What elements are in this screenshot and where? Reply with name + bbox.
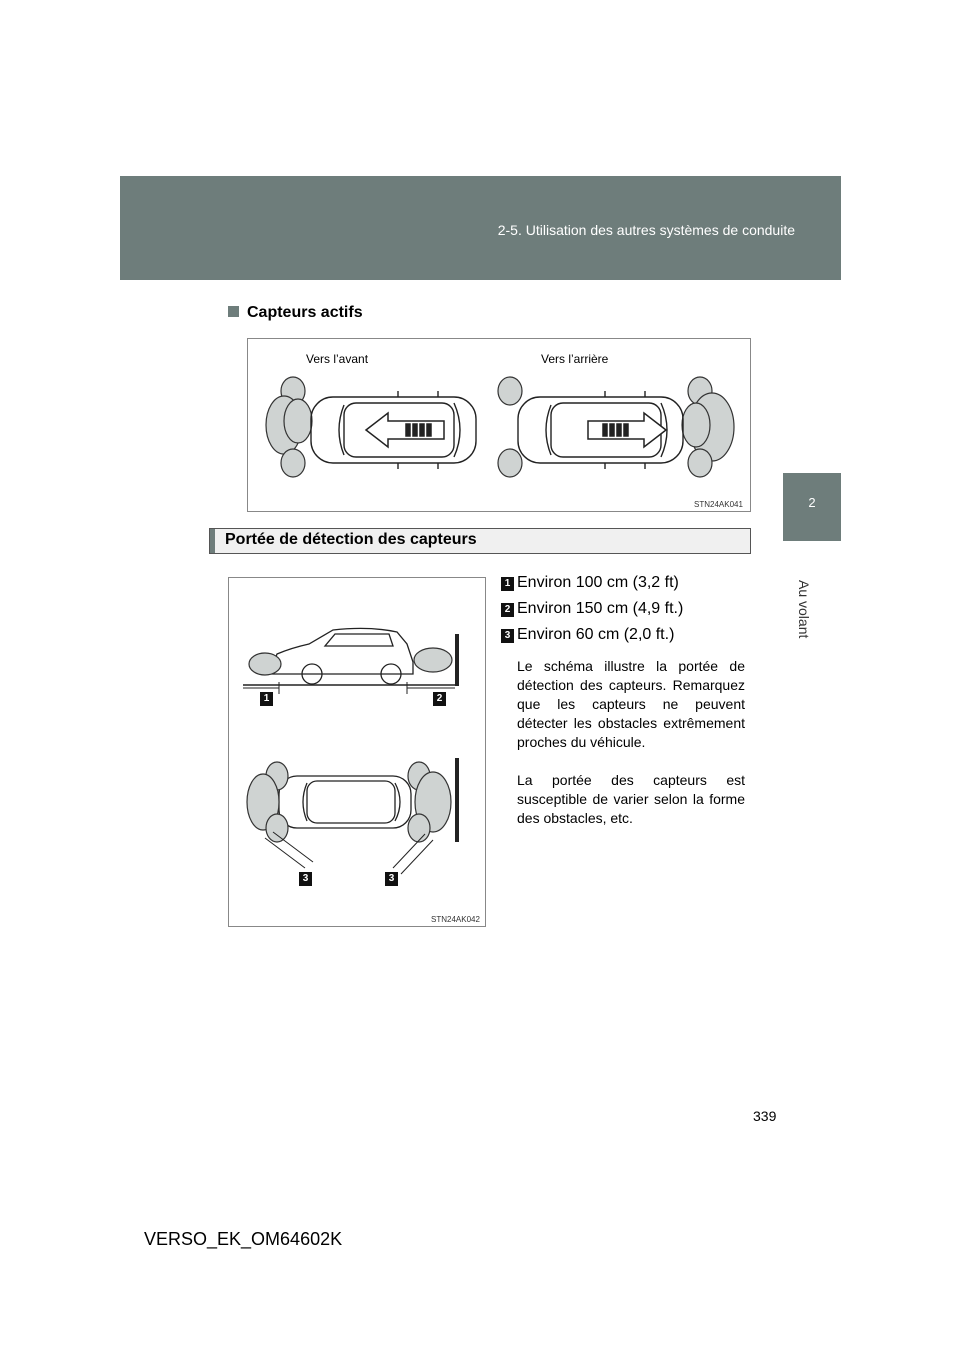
section-heading-text: Capteurs actifs — [247, 304, 363, 321]
marker-1: 1 — [260, 692, 273, 706]
label-rear: Vers l’arrière — [541, 352, 609, 366]
marker-3a: 3 — [299, 872, 312, 886]
subsection-box — [209, 528, 751, 554]
item-marker: 3 — [501, 629, 514, 643]
sensor-zones-side — [249, 648, 452, 675]
item-marker: 2 — [501, 603, 514, 617]
diagonal-range-lines — [265, 832, 433, 874]
car-sideview — [271, 628, 413, 684]
chapter-number: 2 — [808, 495, 816, 510]
obstacle-wall-side — [455, 634, 459, 686]
subsection-title: Portée de détection des capteurs — [225, 531, 477, 548]
item-text: Environ 150 cm (4,9 ft.) — [517, 600, 684, 617]
label-front: Vers l’avant — [306, 352, 369, 366]
document-id: VERSO_EK_OM64602K — [144, 1229, 343, 1249]
header-bar — [120, 176, 841, 280]
paragraph-detection-note: Le schéma illustre la portée de détection des capteurs. Remarquez que les capteurs ne peuvent détecter les obstacles extrêmement proches du véhicule. — [517, 658, 745, 750]
range-dimension-lines — [243, 682, 455, 694]
marker-3b: 3 — [385, 872, 398, 886]
paragraph-range-variation: La portée des capteurs est susceptible de varier selon la forme des obstacles, etc. — [517, 772, 745, 826]
obstacle-wall-top — [455, 758, 459, 842]
range-item-2 — [501, 600, 683, 618]
sensor-zones-top — [247, 762, 451, 842]
figure-active-sensors — [247, 338, 751, 512]
figure-code: STN24AK041 — [694, 500, 743, 509]
range-item-1 — [501, 574, 679, 592]
item-marker: 1 — [501, 577, 514, 591]
detection-range-illustration — [229, 578, 485, 926]
square-bullet-icon — [228, 306, 239, 317]
item-text: Environ 60 cm (2,0 ft.) — [517, 626, 675, 643]
side-tab — [783, 473, 841, 541]
sensor-zones-front-car — [266, 377, 312, 477]
arrow-forward — [366, 413, 444, 447]
chapter-label: Au volant — [796, 580, 812, 639]
chapter-title: 2-5. Utilisation des autres systèmes de conduite — [497, 222, 795, 238]
page-number: 339 — [753, 1108, 777, 1124]
arrow-backward — [588, 413, 666, 447]
car-topview — [279, 776, 411, 828]
marker-2: 2 — [433, 692, 446, 706]
figure-detection-range — [228, 577, 486, 927]
item-text: Environ 100 cm (3,2 ft) — [517, 574, 679, 591]
range-item-3 — [501, 626, 674, 644]
figure-code: STN24AK042 — [431, 915, 480, 924]
section-heading — [228, 304, 363, 322]
